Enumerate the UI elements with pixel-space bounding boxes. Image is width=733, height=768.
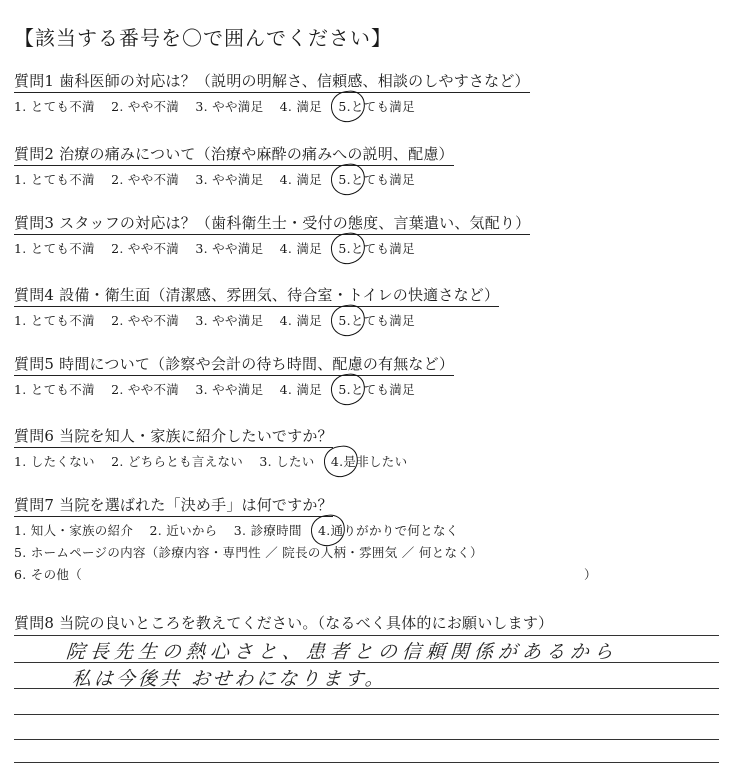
question-text: スタッフの対応は？（歯科衛生士・受付の態度、言葉遣い、気配り）: [59, 214, 531, 232]
option-1[interactable]: 1. とても不満: [14, 99, 95, 114]
option-5-selected[interactable]: 5.: [338, 241, 351, 256]
question-text: 当院を知人・家族に紹介したいですか？: [59, 427, 333, 445]
question-text: 当院の良いところを教えてください。（なるべく具体的にお願いします）: [59, 614, 554, 632]
option-5-selected[interactable]: 5.: [338, 382, 351, 397]
answer-rule: [14, 635, 719, 636]
option-4-selected[interactable]: 4.: [318, 523, 331, 538]
question-4-options: [14, 311, 719, 329]
question-5-options: [14, 380, 719, 398]
option-3[interactable]: 3. やや満足: [195, 382, 264, 397]
option-6-row: [14, 565, 719, 583]
option-1[interactable]: 1. とても不満: [14, 172, 95, 187]
handwritten-answer-line-2: 私は今後共 おせわになります。: [71, 668, 388, 690]
answer-rule: [14, 714, 719, 715]
option-5-label: とても満足: [350, 99, 415, 114]
question-text: 当院を選ばれた「決め手」は何ですか？: [59, 496, 333, 514]
question-text: 設備・衛生面（清潔感、雰囲気、待合室・トイレの快適さなど）: [59, 286, 500, 304]
option-4-label: 通りがかりで何となく: [330, 523, 459, 538]
option-5-selected[interactable]: 5.: [338, 99, 351, 114]
answer-rule: [14, 762, 719, 763]
option-3[interactable]: 3. したい: [259, 454, 315, 469]
question-label: 質問3: [14, 214, 55, 232]
question-4: [14, 284, 719, 329]
option-2[interactable]: 2. やや不満: [111, 313, 180, 328]
question-1: [14, 70, 719, 115]
question-1-options: [14, 97, 719, 115]
question-text: 時間について（診察や会計の待ち時間、配慮の有無など）: [59, 355, 455, 373]
page-title: 【該当する番号を〇で囲んでください】: [14, 26, 392, 50]
option-1[interactable]: 1. とても不満: [14, 241, 95, 256]
option-4[interactable]: 4. 満足: [279, 172, 323, 187]
question-label: 質問5: [14, 355, 55, 373]
question-6-title: [14, 425, 333, 448]
question-text: 歯科医師の対応は？（説明の明解さ、信頼感、相談のしやすさなど）: [59, 72, 530, 90]
question-label: 質問2: [14, 145, 55, 163]
question-2-options: [14, 170, 719, 188]
option-4[interactable]: 4. 満足: [279, 313, 323, 328]
option-1[interactable]: 1. 知人・家族の紹介: [14, 523, 134, 538]
option-1[interactable]: 1. とても不満: [14, 313, 95, 328]
question-3-options: [14, 239, 719, 257]
option-2[interactable]: 2. やや不満: [111, 241, 180, 256]
option-2[interactable]: 2. やや不満: [111, 99, 180, 114]
question-4-title: [14, 284, 499, 307]
option-4-label: 是非したい: [343, 454, 408, 469]
question-7: [14, 494, 719, 583]
question-5: [14, 353, 719, 398]
option-3[interactable]: 3. やや満足: [195, 313, 264, 328]
option-5-label: とても満足: [350, 241, 415, 256]
option-5-label: とても満足: [350, 172, 415, 187]
option-5-selected[interactable]: 5.: [338, 172, 351, 187]
question-label: 質問4: [14, 286, 55, 304]
question-8: [14, 612, 719, 634]
option-2[interactable]: 2. やや不満: [111, 382, 180, 397]
option-6-close: ）: [584, 567, 597, 582]
question-1-title: [14, 70, 530, 93]
handwritten-answer-line-1: 院長先生の熱心さと、患者との信頼関係があるから: [65, 641, 619, 663]
question-6: [14, 425, 719, 470]
question-label: 質問8: [14, 614, 55, 632]
question-3: [14, 212, 719, 257]
question-2: [14, 143, 719, 188]
answer-rule: [14, 739, 719, 740]
option-6[interactable]: 6. その他（: [14, 567, 82, 582]
question-5-title: [14, 353, 454, 376]
question-8-title: [14, 612, 553, 634]
question-3-title: [14, 212, 530, 235]
question-6-options: [14, 452, 719, 470]
question-7-options-line-1: [14, 521, 719, 539]
option-5-label: とても満足: [350, 382, 415, 397]
option-3[interactable]: 3. やや満足: [195, 241, 264, 256]
option-2[interactable]: 2. やや不満: [111, 172, 180, 187]
question-label: 質問1: [14, 72, 55, 90]
option-4[interactable]: 4. 満足: [279, 241, 323, 256]
option-3[interactable]: 3. やや満足: [195, 99, 264, 114]
option-2[interactable]: 2. どちらとも言えない: [111, 454, 244, 469]
option-2[interactable]: 2. 近いから: [149, 523, 218, 538]
question-label: 質問6: [14, 427, 55, 445]
option-5-selected[interactable]: 5.: [338, 313, 351, 328]
option-3[interactable]: 3. やや満足: [195, 172, 264, 187]
question-2-title: [14, 143, 454, 166]
option-1[interactable]: 1. とても不満: [14, 382, 95, 397]
question-7-title: [14, 494, 333, 517]
option-3[interactable]: 3. 診療時間: [233, 523, 302, 538]
question-label: 質問7: [14, 496, 55, 514]
option-4[interactable]: 4. 満足: [279, 99, 323, 114]
option-5-label: とても満足: [350, 313, 415, 328]
option-5[interactable]: 5. ホームページの内容（診療内容・専門性 ／ 院長の人柄・雰囲気 ／ 何となく）: [14, 545, 483, 560]
option-4-selected[interactable]: 4.: [330, 454, 344, 469]
option-1[interactable]: 1. したくない: [14, 454, 95, 469]
question-text: 治療の痛みについて（治療や麻酔の痛みへの説明、配慮）: [59, 145, 454, 163]
option-4[interactable]: 4. 満足: [279, 382, 323, 397]
